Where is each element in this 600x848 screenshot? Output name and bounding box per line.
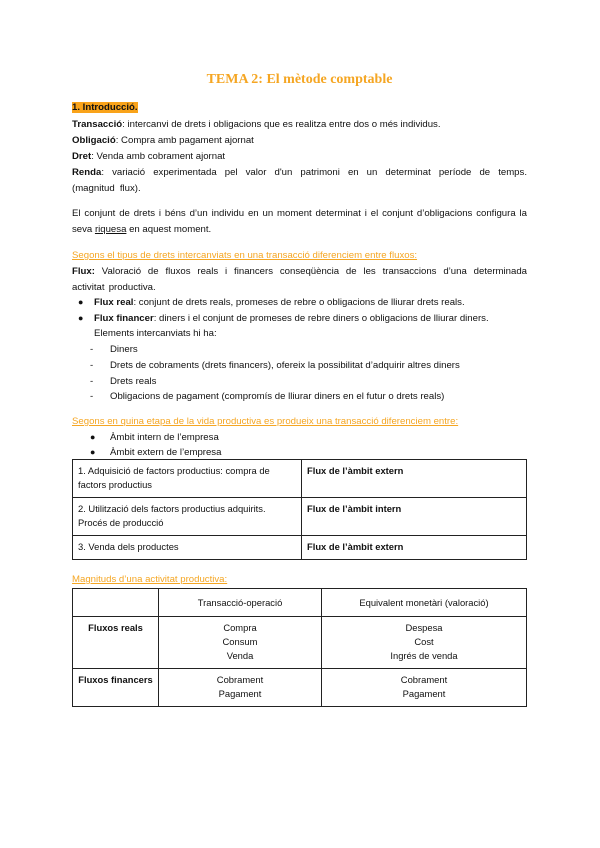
definition-dret bbox=[72, 149, 527, 165]
table-row bbox=[73, 669, 527, 707]
cell-line: Ingrés de venda bbox=[390, 650, 458, 661]
subheading-fluxos: Segons el tipus de drets intercanviats en una transacció diferenciem entre fluxos: bbox=[72, 250, 418, 261]
table-row bbox=[73, 498, 527, 536]
element-text: Drets reals bbox=[110, 376, 157, 387]
definition-text: : variació experimentada pel valor d'un patrimoni en un determinat període de temps. (magnitud flux). bbox=[72, 167, 527, 194]
definition-transaccio bbox=[72, 117, 527, 133]
table-header: Equivalent monetàri (valoració) bbox=[322, 589, 527, 617]
table-row bbox=[73, 460, 527, 498]
table-cell bbox=[159, 617, 322, 669]
dash-icon: - bbox=[90, 344, 94, 355]
flux-definition bbox=[72, 264, 527, 295]
cell-line: Venda bbox=[226, 650, 254, 661]
page-title: TEMA 2: El mètode comptable bbox=[206, 72, 393, 87]
table-cell: Flux de l’àmbit extern bbox=[302, 536, 527, 560]
table-cell bbox=[322, 617, 527, 669]
bullet-text: : diners i el conjunt de promeses de rebre diners o obligacions de lliurar diners. bbox=[153, 313, 489, 324]
definition-term: Obligació bbox=[72, 135, 116, 146]
bullet-icon: ● bbox=[78, 297, 84, 307]
paragraph-text: El conjunt de drets i béns d’un individu en un moment determinat i el conjunt d’obligacions configura la seva bbox=[72, 208, 527, 235]
definition-term: Dret bbox=[72, 151, 92, 162]
definition-text: : intercanvi de drets i obligacions que es realitza entre dos o més individus. bbox=[122, 119, 441, 130]
cell-line: Cobrament bbox=[400, 674, 448, 685]
etapa-table bbox=[72, 459, 527, 560]
definition-text: : Compra amb pagament ajornat bbox=[115, 135, 254, 146]
definition-renda bbox=[72, 165, 527, 196]
table-header-row bbox=[73, 589, 527, 617]
dash-icon: - bbox=[90, 360, 94, 371]
section-heading-highlight: 1. Introducció. bbox=[72, 102, 138, 113]
cell-line: Despesa bbox=[405, 622, 443, 633]
table-cell: 2. Utilització dels factors productius adquirits. Procés de producció bbox=[73, 498, 302, 536]
table-row bbox=[73, 617, 527, 669]
magnituds-table bbox=[72, 588, 527, 707]
definition-term: Transacció bbox=[72, 119, 123, 130]
paragraph-text: en aquest moment. bbox=[126, 223, 212, 235]
riquesa-paragraph bbox=[72, 206, 527, 237]
section-heading bbox=[72, 100, 527, 116]
riquesa-term: riquesa bbox=[94, 223, 127, 235]
table-header: Transacció-operació bbox=[159, 589, 322, 617]
table-cell: Flux de l’àmbit intern bbox=[302, 498, 527, 536]
element-text: Diners bbox=[110, 344, 138, 355]
table-cell: 3. Venda dels productes bbox=[73, 536, 302, 560]
element-text: Obligacions de pagament (compromís de lliurar diners en el futur o drets reals) bbox=[110, 391, 445, 402]
table-header bbox=[73, 589, 159, 617]
cell-line: Compra bbox=[223, 622, 257, 633]
bullet-term: Flux real bbox=[94, 297, 134, 308]
row-label: Fluxos reals bbox=[73, 617, 159, 669]
bullet-term: Flux financer bbox=[94, 313, 154, 324]
table-cell bbox=[159, 669, 322, 707]
cell-line: Pagament bbox=[218, 688, 262, 699]
dash-icon: - bbox=[90, 391, 94, 402]
bullet-text: : conjunt de drets reals, promeses de rebre o obligacions de lliurar drets reals. bbox=[133, 297, 465, 308]
cell-line: Cost bbox=[414, 636, 434, 647]
table-row bbox=[73, 536, 527, 560]
definition-text: : Venda amb cobrament ajornat bbox=[91, 151, 226, 162]
subheading-etapa: Segons en quina etapa de la vida productiva es produeix una transacció diferenciem entre: bbox=[72, 416, 459, 427]
table-cell: Flux de l’àmbit extern bbox=[302, 460, 527, 498]
dash-icon: - bbox=[90, 376, 94, 387]
cell-line: Pagament bbox=[402, 688, 446, 699]
cell-line: Cobrament bbox=[216, 674, 264, 685]
table-cell: 1. Adquisició de factors productius: compra de factors productius bbox=[73, 460, 302, 498]
subheading-magnituds: Magnituds d’una activitat productiva: bbox=[72, 574, 228, 585]
definition-term: Renda bbox=[72, 167, 102, 178]
cell-line: Consum bbox=[222, 636, 258, 647]
row-label: Fluxos financers bbox=[73, 669, 159, 707]
bullet-text: Àmbit extern de l’empresa bbox=[110, 447, 222, 458]
bullet-icon: ● bbox=[78, 313, 84, 323]
bullet-text: Àmbit intern de l’empresa bbox=[110, 432, 219, 443]
definition-obligacio bbox=[72, 133, 527, 149]
elements-intro-text: Elements intercanviats hi ha: bbox=[94, 328, 217, 339]
bullet-icon: ● bbox=[90, 447, 96, 457]
table-cell bbox=[322, 669, 527, 707]
bullet-icon: ● bbox=[90, 432, 96, 442]
flux-text: Valoració de fluxos reals i financers conseqüència de les transaccions d’una determinada activitat productiva. bbox=[72, 266, 527, 293]
flux-term: Flux: bbox=[72, 266, 95, 277]
element-text: Drets de cobraments (drets financers), ofereix la possibilitat d’adquirir altres diners bbox=[110, 360, 460, 371]
